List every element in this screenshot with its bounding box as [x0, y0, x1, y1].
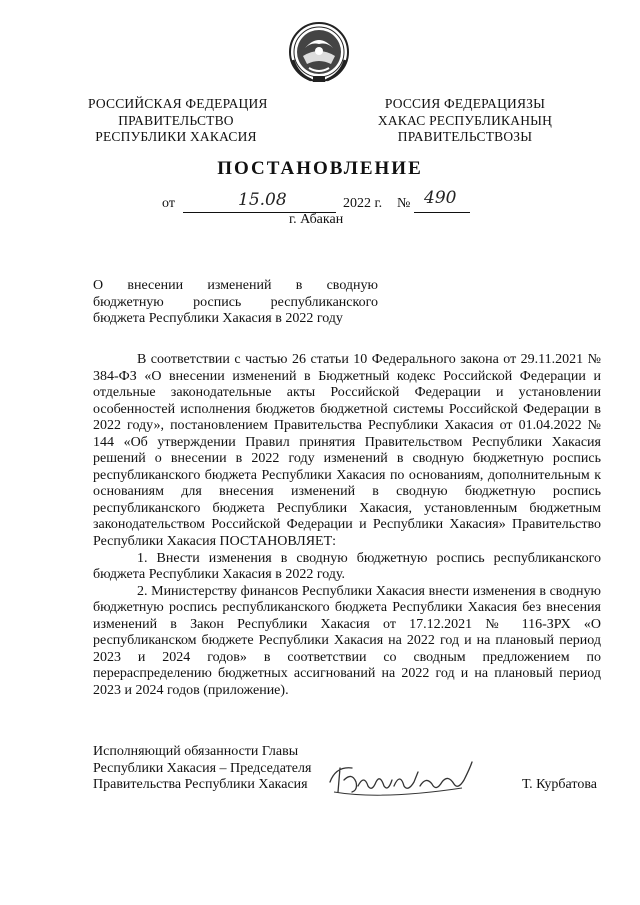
subject-line-1: О внесении изменений в сводную	[93, 278, 378, 293]
number-handwritten: 490	[424, 188, 457, 208]
signature-position-line-3: Правительства Республики Хакасия	[93, 777, 308, 792]
header-left-line-1: РОССИЙСКАЯ ФЕДЕРАЦИЯ	[88, 96, 268, 111]
body-paragraph-preamble: В соответствии с частью 26 статьи 10 Федерального закона от 29.11.2021 № 384-ФЗ «О внесении изменений в Бюджетный кодекс Российской Федерации и отдельные законодательные акты Российской Федерации и установлении особенностей исполнения бюджетов бюджетной системы Российской Федерации в 2022 году», постановлением Правительства Республики Хакасия от 01.04.2022 № 144 «Об утверждении Правил принятия Правительством Республики Хакасия решений о внесении в 2022 году изменений в сводную бюджетную роспись республиканского бюджета Республики Хакасия по основаниям, дополнительным к основаниям для внесения изменений в сводную бюджетную роспись республиканского бюджета Республики Хакасия, установленным бюджетным законодательством Российской Федерации и Республики Хакасия» Правительство Республики Хакасия ПОСТАНОВЛЯЕТ:	[93, 352, 601, 550]
header-right-line-2: ХАКАС РЕСПУБЛИКАНЫҢ	[377, 112, 553, 128]
signature-position	[93, 744, 311, 794]
number-underline	[414, 211, 470, 213]
document-subject	[93, 278, 378, 328]
header-right-line-3: ПРАВИТЕЛЬСТВОЗЫ	[397, 129, 533, 144]
document-body	[93, 352, 601, 699]
header-right	[370, 96, 560, 146]
handwritten-signature	[322, 752, 482, 802]
signature-position-line-1: Исполняющий обязанности Главы	[93, 744, 299, 759]
header-right-line-1: РОССИЯ ФЕДЕРАЦИЯЗЫ	[384, 96, 546, 111]
signatory-name: Т. Курбатова	[522, 777, 597, 792]
signature-position-line-2: Республики Хакасия – Председателя	[93, 760, 312, 776]
city: г. Абакан	[289, 212, 344, 227]
header-left-line-3: РЕСПУБЛИКИ ХАКАСИЯ	[95, 129, 257, 144]
number-label: №	[397, 196, 411, 211]
subject-line-2: бюджетную роспись республиканского	[93, 294, 378, 310]
subject-line-3: бюджета Республики Хакасия в 2022 году	[93, 311, 343, 326]
document-title: ПОСТАНОВЛЕНИЕ	[217, 158, 423, 179]
body-paragraph-1: 1. Внести изменения в сводную бюджетную роспись республиканского бюджета Республики Хакасия в 2022 году.	[93, 550, 601, 583]
header-left-line-2: ПРАВИТЕЛЬСТВО	[118, 112, 234, 128]
document-year: 2022 г.	[343, 196, 383, 211]
body-paragraph-2: 2. Министерству финансов Республики Хакасия внести изменения в сводную бюджетную роспись республиканского бюджета Республики Хакасия без внесения изменений в Закон Республики Хакасия от 17.12.2021 № 116-ЗРХ «О республиканском бюджете Республики Хакасия на 2022 год и на плановый период 2023 и 2024 годов» в соответствии со сводным предложением по перераспределению бюджетных ассигнований на 2022 год и на плановый период 2023 и 2024 годов (приложение).	[93, 583, 601, 698]
date-handwritten: 15.08	[238, 190, 287, 210]
date-prefix: от	[162, 196, 175, 211]
header-left	[88, 96, 268, 146]
coat-of-arms-emblem	[283, 20, 355, 84]
